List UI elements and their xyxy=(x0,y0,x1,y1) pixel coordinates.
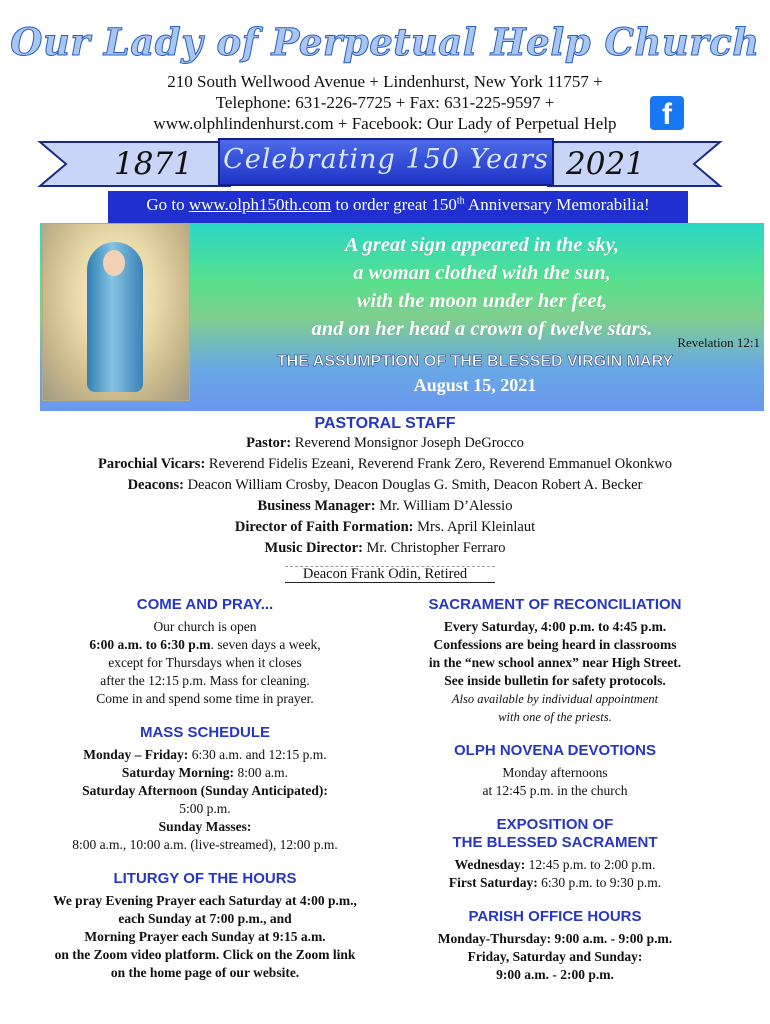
novena-line: Monday afternoons xyxy=(502,765,608,780)
memorabilia-pre: Go to xyxy=(146,195,189,214)
expo-wed-label: Wednesday: xyxy=(454,857,526,872)
music-line xyxy=(0,540,770,557)
music-name: Mr. Christopher Ferraro xyxy=(362,540,506,556)
novena-line: at 12:45 p.m. in the church xyxy=(482,783,628,798)
faith-line xyxy=(0,519,770,536)
staff-heading: PASTORAL STAFF xyxy=(314,415,456,432)
verse-line: with the moon under her feet, xyxy=(356,290,608,312)
right-column xyxy=(400,596,710,984)
retired-line: Deacon Frank Odin, Retired xyxy=(302,566,468,582)
reconciliation-heading: SACRAMENT OF RECONCILIATION xyxy=(428,596,682,613)
recon-line: Also available by individual appointment xyxy=(451,692,659,706)
memorabilia-post: Anniversary Memorabilia! xyxy=(464,195,650,214)
year-end: 2021 xyxy=(566,146,645,182)
pastor-line xyxy=(0,435,770,452)
business-name: Mr. William D’Alessio xyxy=(375,498,513,514)
come-hours: 6:00 a.m. to 6:30 p.m xyxy=(89,637,211,652)
business-label: Business Manager: xyxy=(257,498,376,514)
revelation-verse xyxy=(190,231,770,343)
come-line xyxy=(30,636,380,654)
mass-line xyxy=(30,818,380,836)
recon-line: Every Saturday, 4:00 p.m. to 4:45 p.m. xyxy=(443,619,667,634)
expo-wed-time: 12:45 p.m. to 2:00 p.m. xyxy=(525,857,656,872)
expo-line xyxy=(400,874,710,892)
come-line: Our church is open xyxy=(153,619,257,634)
memorabilia-link[interactable]: www.olph150th.com xyxy=(188,195,332,214)
mass-line xyxy=(30,746,380,764)
church-title: Our Lady of Perpetual Help Church xyxy=(10,20,760,64)
mass-sataft-label: Saturday Afternoon (Sunday Anticipated): xyxy=(82,783,328,798)
verse-line: and on her head a crown of twelve stars. xyxy=(311,318,653,340)
mass-line xyxy=(30,764,380,782)
mass-line: 5:00 p.m. xyxy=(179,801,231,816)
recon-line: Confessions are being heard in classrooms xyxy=(433,637,677,652)
verse-line: a woman clothed with the sun, xyxy=(353,262,611,284)
come-hours-rest: . seven days a week, xyxy=(210,637,321,652)
liturgy-line: each Sunday at 7:00 p.m., and xyxy=(118,911,292,926)
pastor-name: Reverend Monsignor Joseph DeGrocco xyxy=(291,435,524,451)
assumption-hero xyxy=(40,223,764,411)
celebrating-text: Celebrating 150 Years xyxy=(223,144,549,175)
mass-satmorning-label: Saturday Morning: xyxy=(121,765,235,780)
liturgy-heading: LITURGY OF THE HOURS xyxy=(113,870,297,887)
deacons-names: Deacon William Crosby, Deacon Douglas G. Smith, Deacon Robert A. Becker xyxy=(183,477,643,493)
faith-label: Director of Faith Formation: xyxy=(234,519,414,535)
novena-heading: OLPH NOVENA DEVOTIONS xyxy=(454,742,656,759)
business-line xyxy=(0,498,770,515)
recon-line: with one of the priests. xyxy=(498,710,612,724)
expo-sat-time: 6:30 p.m. to 9:30 p.m. xyxy=(537,875,662,890)
liturgy-line: on the Zoom video platform. Click on the Zoom link xyxy=(54,947,356,962)
celebrating-banner xyxy=(218,138,554,186)
feast-date: August 15, 2021 xyxy=(413,375,537,395)
mary-face xyxy=(103,250,125,276)
divider xyxy=(285,582,495,583)
mass-sunday-label: Sunday Masses: xyxy=(158,819,252,834)
come-line: Come in and spend some time in prayer. xyxy=(96,691,314,706)
vicars-label: Parochial Vicars: xyxy=(98,456,206,472)
vicars-names: Reverend Fidelis Ezeani, Reverend Frank Zero, Reverend Emmanuel Okonkwo xyxy=(205,456,672,472)
liturgy-line: Morning Prayer each Sunday at 9:15 a.m. xyxy=(84,929,326,944)
expo-sat-label: First Saturday: xyxy=(448,875,538,890)
feast-title: THE ASSUMPTION OF THE BLESSED VIRGIN MARY xyxy=(276,353,674,370)
web-line: www.olphlindenhurst.com + Facebook: Our Lady of Perpetual Help xyxy=(153,114,617,133)
virgin-mary-image xyxy=(42,223,190,401)
year-start: 1871 xyxy=(114,146,193,182)
mass-line xyxy=(30,782,380,800)
pastor-label: Pastor: xyxy=(246,435,292,451)
memorabilia-mid: to order great 150 xyxy=(331,195,457,214)
exposition-heading-2: THE BLESSED SACRAMENT xyxy=(452,834,658,851)
memorabilia-sup: th xyxy=(456,195,465,207)
mass-satmorning-time: 8:00 a.m. xyxy=(234,765,289,780)
office-line: 9:00 a.m. - 2:00 p.m. xyxy=(496,967,614,982)
facebook-icon[interactable]: f xyxy=(650,96,684,130)
mass-schedule-heading: MASS SCHEDULE xyxy=(139,724,270,741)
music-label: Music Director: xyxy=(264,540,363,556)
come-pray-heading: COME AND PRAY... xyxy=(136,596,274,613)
recon-line: in the “new school annex” near High Street. xyxy=(428,655,682,670)
verse-reference: Revelation 12:1 xyxy=(677,335,760,350)
deacons-line xyxy=(0,477,770,494)
mass-weekday-label: Monday – Friday: xyxy=(83,747,189,762)
come-line: except for Thursdays when it closes xyxy=(108,655,302,670)
verse-line: A great sign appeared in the sky, xyxy=(344,234,620,256)
address-line: 210 South Wellwood Avenue + Lindenhurst, New York 11757 + xyxy=(167,72,603,91)
come-line: after the 12:15 p.m. Mass for cleaning. xyxy=(100,673,310,688)
mass-line: 8:00 a.m., 10:00 a.m. (live-streamed), 12:00 p.m. xyxy=(72,837,338,852)
liturgy-line: on the home page of our website. xyxy=(110,965,300,980)
office-line: Friday, Saturday and Sunday: xyxy=(467,949,643,964)
office-line: Monday-Thursday: 9:00 a.m. - 9:00 p.m. xyxy=(437,931,673,946)
mass-weekday-times: 6:30 a.m. and 12:15 p.m. xyxy=(188,747,327,762)
exposition-heading: EXPOSITION OF xyxy=(496,816,614,833)
deacons-label: Deacons: xyxy=(127,477,184,493)
office-hours-heading: PARISH OFFICE HOURS xyxy=(468,908,642,925)
vicars-line xyxy=(0,456,770,473)
faith-name: Mrs. April Kleinlaut xyxy=(413,519,536,535)
expo-line xyxy=(400,856,710,874)
liturgy-line: We pray Evening Prayer each Saturday at 4:00 p.m., xyxy=(53,893,357,908)
left-column xyxy=(30,596,380,982)
phone-line: Telephone: 631-226-7725 + Fax: 631-225-9597 + xyxy=(215,93,555,112)
recon-line: See inside bulletin for safety protocols. xyxy=(444,673,666,688)
